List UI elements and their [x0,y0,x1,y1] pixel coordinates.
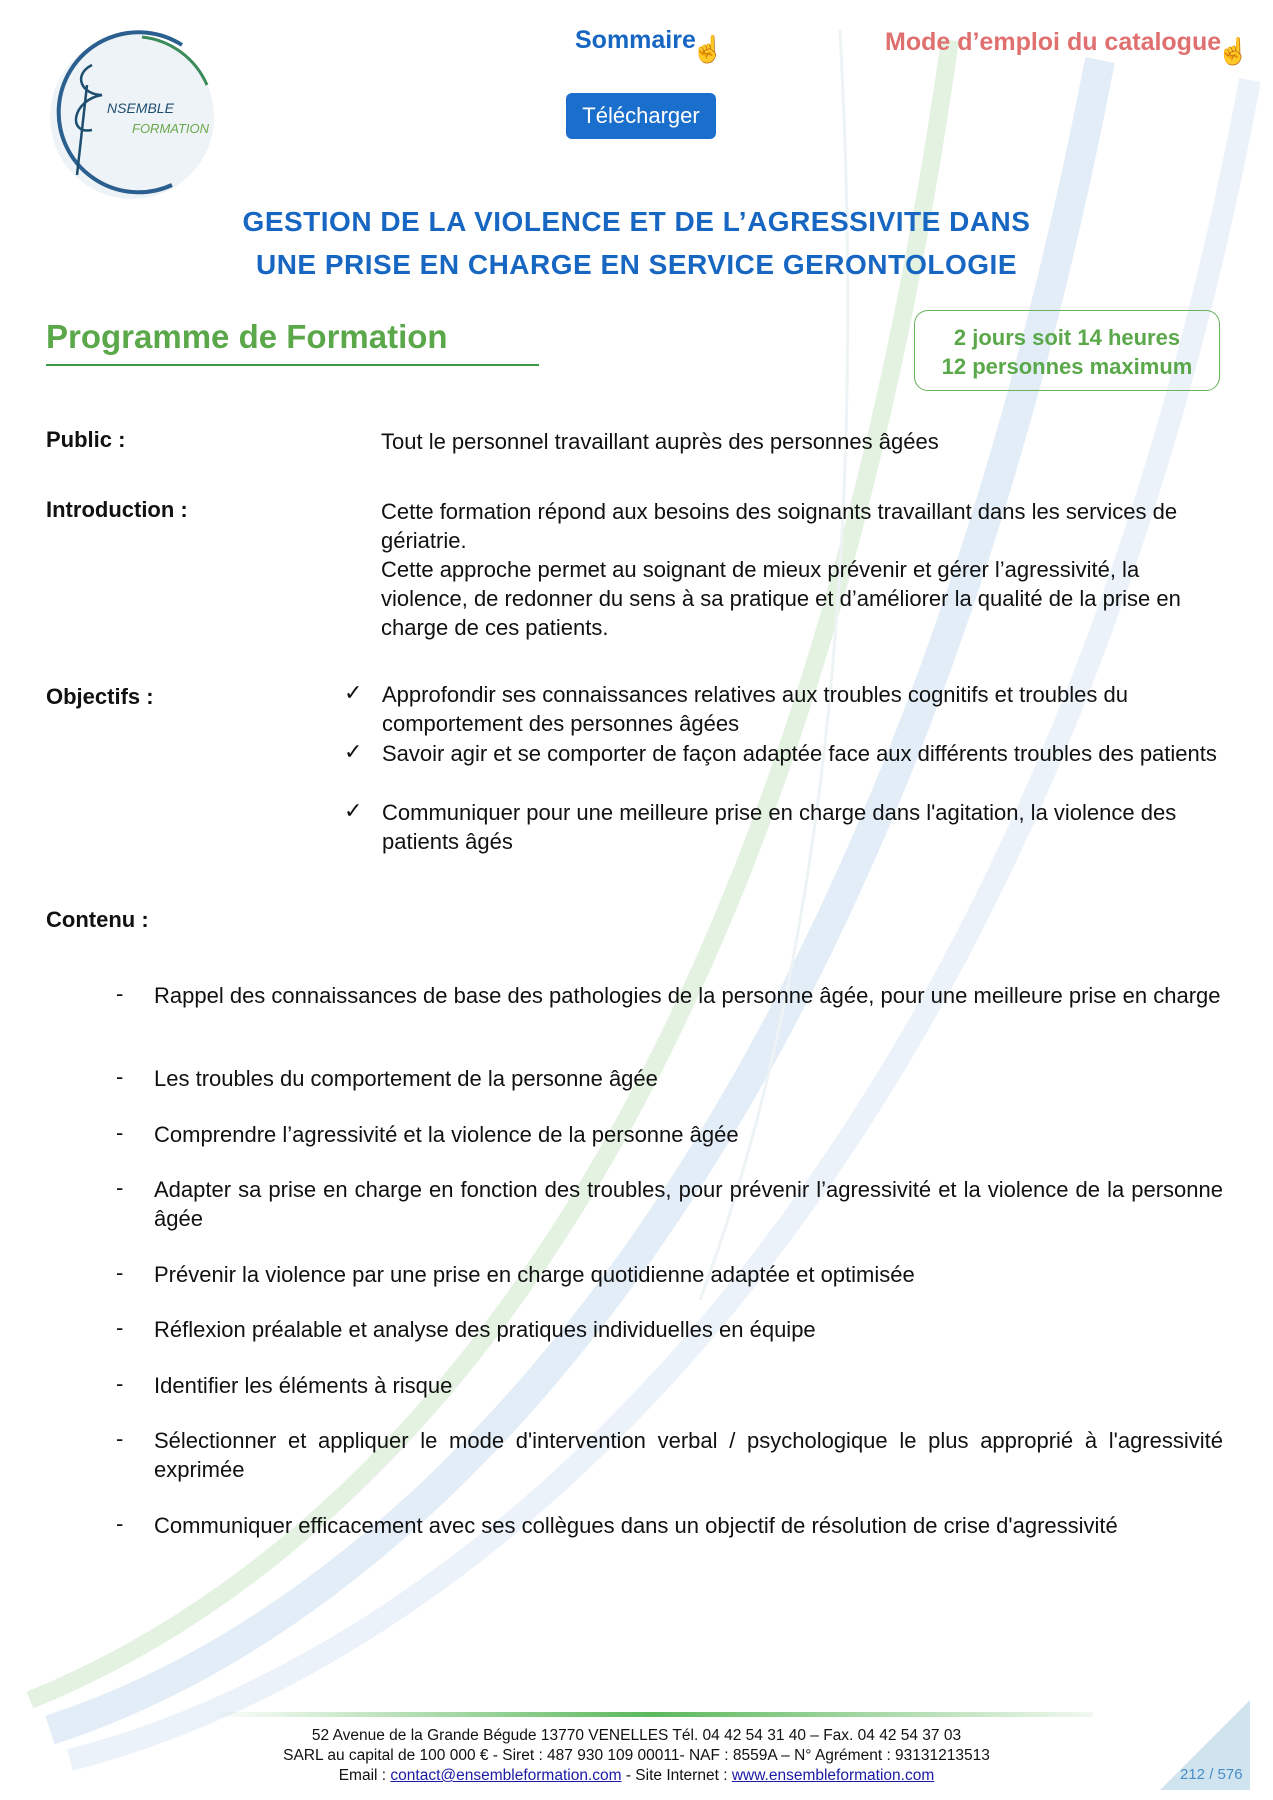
download-button[interactable]: Télécharger [566,93,716,139]
program-heading: Programme de Formation [46,318,448,355]
page-title-line1: GESTION DE LA VIOLENCE ET DE L’AGRESSIVITE DANS [242,206,1031,237]
content-item: Identifier les éléments à risque [154,1373,453,1398]
introduction-label: Introduction : [46,497,188,522]
bullet-dash: - [116,1120,124,1145]
page-number: 212 / 576 [1180,1766,1243,1783]
catalog-guide-label: Mode d’emploi du catalogue [885,28,1222,56]
bullet-dash: - [116,1260,124,1285]
content-item: Communiquer efficacement avec ses collègues dans un objectif de résolution de crise d'agressivité [154,1513,1118,1538]
website-link[interactable]: www.ensembleformation.com [731,1767,935,1784]
checkmark-icon: ✓ [344,798,363,823]
objective-item: Approfondir ses connaissances relatives aux troubles cognitifs et troubles du comportement des personnes âgées [382,682,1128,736]
svg-text:NSEMBLE: NSEMBLE [107,100,174,116]
content-item: Les troubles du comportement de la personne âgée [154,1066,658,1091]
duration-text: 2 jours soit 14 heures [953,325,1181,350]
objectives-label: Objectifs : [46,684,154,709]
sommaire-label: Sommaire [575,26,696,54]
bullet-dash: - [116,1426,124,1451]
introduction-paragraph: Cette approche permet au soignant de mieux prévenir et gérer l’agressivité, la violence, de redonner du sens à sa pratique et d’améliorer la qualité de la prise en charge de ces patients. [381,557,1181,640]
checkmark-icon: ✓ [344,680,363,705]
bullet-dash: - [116,1511,124,1536]
public-text: Tout le personnel travaillant auprès des personnes âgées [381,429,939,454]
content-item: Réflexion préalable et analyse des pratiques individuelles en équipe [154,1317,816,1342]
bullet-dash: - [116,1064,124,1089]
objective-item: Communiquer pour une meilleure prise en charge dans l'agitation, la violence des patients âgés [382,800,1177,854]
hand-pointer-icon: ☝ [691,34,725,64]
public-label: Public : [46,427,126,452]
footer-address: 52 Avenue de la Grande Bégude 13770 VENELLES Tél. 04 42 54 31 40 – Fax. 04 42 54 37 03 [311,1727,962,1744]
duration-box [914,310,1220,391]
sommaire-link[interactable] [575,26,724,65]
introduction-paragraph: Cette formation répond aux besoins des soignants travaillant dans les services de gériatrie. [381,499,1178,553]
ensemble-formation-logo [32,25,232,203]
footer-divider [208,1712,1093,1717]
capacity-text: 12 personnes maximum [941,354,1193,379]
content-item: Rappel des connaissances de base des pathologies de la personne âgée, pour une meilleure prise en charge [154,983,1221,1008]
introduction-text [381,497,1223,642]
page-title-line2: UNE PRISE EN CHARGE EN SERVICE GERONTOLOGIE [255,249,1018,280]
content-item: Sélectionner et appliquer le mode d'intervention verbal / psychologique le plus approprié à l'agressivité exprimée [154,1428,1223,1482]
content-item: Prévenir la violence par une prise en charge quotidienne adaptée et optimisée [154,1262,915,1287]
hand-pointer-icon: ☝ [1217,36,1250,66]
svg-text:FORMATION: FORMATION [132,121,210,136]
site-label: - Site Internet : [621,1767,732,1784]
bullet-dash: - [116,1175,124,1200]
email-link[interactable]: contact@ensembleformation.com [390,1767,622,1784]
email-label: Email : [338,1767,391,1784]
bullet-dash: - [116,1315,124,1340]
footer-legal: SARL au capital de 100 000 € - Siret : 487 930 109 00011- NAF : 8559A – N° Agrément : 93131213513 [283,1747,990,1764]
content-item: Adapter sa prise en charge en fonction des troubles, pour prévenir l’agressivité et la violence de la personne âgée [154,1177,1223,1231]
objective-item: Savoir agir et se comporter de façon adaptée face aux différents troubles des patients [382,741,1217,766]
checkmark-icon: ✓ [344,739,363,764]
content-label: Contenu : [46,907,149,932]
bullet-dash: - [116,981,124,1006]
footer-contact [0,1766,1273,1786]
program-heading-underline [46,364,539,366]
bullet-dash: - [116,1371,124,1396]
content-item: Comprendre l’agressivité et la violence de la personne âgée [154,1122,739,1147]
catalog-guide-link[interactable] [885,28,1250,67]
